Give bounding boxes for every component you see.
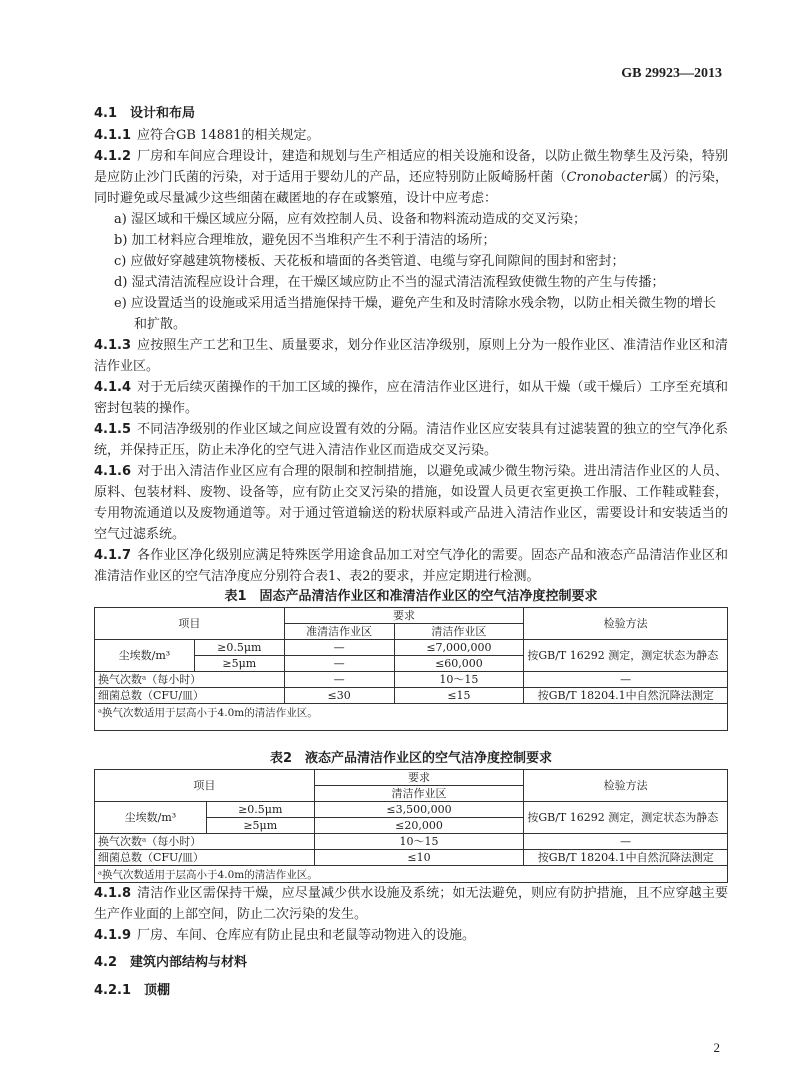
table2-header-item: 项目 [95,770,315,802]
dust-label: 尘埃数/m³ [95,640,195,672]
list-item: d) 湿式清洁流程应设计合理，在干燥区域应防止不当的湿式清洁流程致使微生物的产生与传播； [114,275,665,290]
table-row: 尘埃数/m³ ≥0.5μm ≤3,500,000 按GB/T 16292 测定，测定状态为静态 [95,802,728,818]
standard-code: GB 29923—2013 [621,66,722,81]
table-row: 换气次数ᵃ（每小时） — 10～15 — [95,672,728,688]
clause-4-1-4: 4.1.4 对于无后续灭菌操作的干加工区域的操作，应在清洁作业区进行，如从干燥（或干燥后）工序至充填和密封包装的操作。 [94,380,728,416]
clause-4-1-1: 4.1.1 应符合GB 14881的相关规定。 [94,128,320,143]
table1-header-req: 要求 [284,608,524,624]
table1 [94,607,728,731]
list-item: a) 湿区域和干燥区域应分隔，应有效控制人员、设备和物料流动造成的交叉污染； [114,212,586,227]
list-item: e) 应设置适当的设施或采用适当措施保持干燥，避免产生和及时清除水残余物，以防止相关微生物的增长和扩散。 [114,296,716,332]
clause-4-1-2: 4.1.2 厂房和车间应合理设计，建造和规划与生产相适应的相关设施和设备，以防止微生物孳生及污染，特别是应防止沙门氏菌的污染，对于适用于婴幼儿的产品，还应特别防止阪崎肠杆菌（Cronobacter属）的污染，同时避免或尽量减少这些细菌在藏匿地的存在或繁殖，设计中应考虑： [94,149,728,206]
table1-header-quasi: 准清洁作业区 [284,624,394,640]
table1-header-clean: 清洁作业区 [394,624,524,640]
clause-4-1-5: 4.1.5 不同洁净级别的作业区域之间应设置有效的分隔。清洁作业区应安装具有过滤装置的独立的空气净化系统，并保持正压，防止未净化的空气进入清洁作业区而造成交叉污染。 [94,422,728,458]
table-row: ≥5μm ≤20,000 [95,818,728,834]
clause-4-1-8: 4.1.8 清洁作业区需保持干燥，应尽量减少供水设施及系统；如无法避免，则应有防护措施，且不应穿越主要生产作业面的上部空间，防止二次污染的发生。 [94,886,728,922]
clause-4-1-3: 4.1.3 应按照生产工艺和卫生、质量要求，划分作业区洁净级别，原则上分为一般作业区、准清洁作业区和清洁作业区。 [94,338,728,374]
table2-header-req: 要求 [314,770,524,786]
clause-4-1-9: 4.1.9 厂房、车间、仓库应有防止昆虫和老鼠等动物进入的设施。 [94,928,476,943]
table-row: 细菌总数（CFU/皿） ≤30 ≤15 按GB/T 18204.1中自然沉降法测定 [95,688,728,704]
table1-header-item: 项目 [95,608,285,640]
table2-header-method: 检验方法 [524,770,728,802]
table1-note: ᵃ换气次数适用于层高小于4.0m的清洁作业区。 [95,704,728,731]
table-row: ≥5μm — ≤60,000 [95,656,728,672]
section-heading-4-1: 4.1 设计和布局 [94,106,196,121]
section-heading-4-2-1: 4.2.1 顶棚 [94,983,171,998]
dust-label: 尘埃数/m³ [95,802,207,834]
table2-note: ᵃ换气次数适用于层高小于4.0m的清洁作业区。 [95,866,728,883]
table2-header-clean: 清洁作业区 [314,786,524,802]
table1-caption: 表1 固态产品清洁作业区和准清洁作业区的空气洁净度控制要求 [224,589,598,604]
clause-4-1-6: 4.1.6 对于出入清洁作业区应有合理的限制和控制措施，以避免或减少微生物污染。进出清洁作业区的人员、原料、包装材料、废物、设备等，应有防止交叉污染的措施，如设置人员更衣室更换工作服、工作鞋或鞋套，专用物流通道以及废物通道等。对于通过管道输送的粉状原料或产品进入清洁作业区，需要设计和安装适当的空气过滤系统。 [94,464,728,542]
section-heading-4-2: 4.2 建筑内部结构与材料 [94,955,248,970]
page-number: 2 [713,1040,720,1055]
table2-caption: 表2 液态产品清洁作业区的空气洁净度控制要求 [269,751,553,766]
list-item: b) 加工材料应合理堆放，避免因不当堆积产生不利于清洁的场所； [114,233,496,248]
table-row: 换气次数ᵃ（每小时） 10～15 — [95,834,728,850]
table1-header-method: 检验方法 [524,608,728,640]
page-content [94,103,728,1002]
table2 [94,769,728,883]
clause-4-1-7: 4.1.7 各作业区净化级别应满足特殊医学用途食品加工对空气净化的需要。固态产品和液态产品清洁作业区和准清洁作业区的空气洁净度应分别符合表1、表2的要求，并应定期进行检测。 [94,548,728,584]
list-item: c) 应做好穿越建筑物楼板、天花板和墙面的各类管道、电缆与穿孔间隙间的围封和密封； [114,254,625,269]
table-row: 尘埃数/m³ ≥0.5μm — ≤7,000,000 按GB/T 16292 测定，测定状态为静态 [95,640,728,656]
table-row: 细菌总数（CFU/皿） ≤10 按GB/T 18204.1中自然沉降法测定 [95,850,728,866]
